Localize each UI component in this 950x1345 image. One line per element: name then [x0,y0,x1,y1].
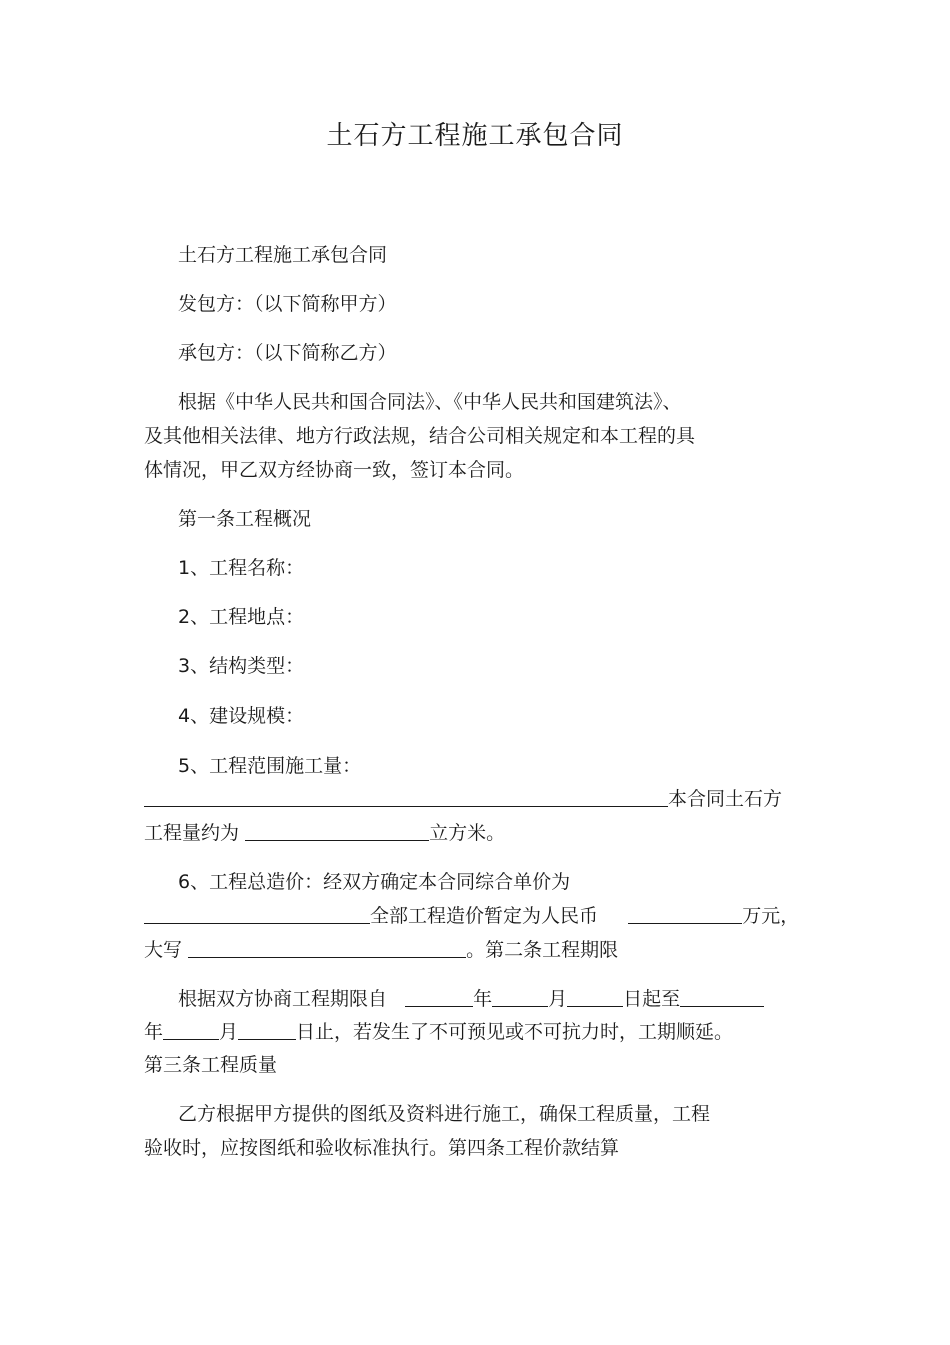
item-2: 2、工程地点： [178,606,305,628]
blank-unit-price[interactable] [144,901,370,924]
blank-amount-words[interactable] [188,935,466,958]
item-5: 5、工程范围施工量： [178,755,362,777]
item-5-cont-b: 工程量约为 立方米。 [144,818,505,848]
blank-scope[interactable] [144,784,668,807]
item-1: 1、工程名称： [178,557,305,579]
item-3: 3、结构类型： [178,655,305,677]
item-5-cont-a: 本合同土石方 [144,784,782,814]
party-a: 发包方：（以下简称甲方） [178,293,397,315]
article-3-heading: 第三条工程质量 [144,1054,278,1076]
blank-end-year[interactable] [680,984,764,1007]
blank-start-month[interactable] [492,984,548,1007]
item-6: 6、工程总造价：经双方确定本合同综合单价为 [178,871,571,893]
item-6-cont-b: 大写 。第二条工程期限 [144,935,618,965]
preamble-line-1: 根据《中华人民共和国合同法》、《中华人民共和国建筑法》、 [178,391,682,413]
article-2-line-2: 年 月 日止，若发生了不可预见或不可抗力时，工期顺延。 [144,1017,733,1047]
article-1-heading: 第一条工程概况 [178,508,312,530]
blank-amount[interactable] [628,901,742,924]
article-3-line-2: 验收时，应按图纸和验收标准执行。第四条工程价款结算 [144,1137,620,1159]
contract-name: 土石方工程施工承包合同 [178,244,388,266]
document-title: 土石方工程施工承包合同 [326,121,624,151]
item-6-cont-a: 全部工程造价暂定为人民币 万元， [144,901,799,931]
article-3-line-1: 乙方根据甲方提供的图纸及资料进行施工，确保工程质量，工程 [178,1103,711,1125]
blank-volume[interactable] [245,818,429,841]
blank-end-month[interactable] [163,1017,219,1040]
article-2-line-1: 根据双方协商工程期限自 年 月 日起至 [178,984,764,1014]
item-4: 4、建设规模： [178,705,305,727]
preamble-line-3: 体情况，甲乙双方经协商一致，签订本合同。 [144,459,525,481]
blank-start-day[interactable] [567,984,623,1007]
preamble-line-2: 及其他相关法律、地方行政法规，结合公司相关规定和本工程的具 [144,425,696,447]
blank-end-day[interactable] [238,1017,296,1040]
blank-start-year[interactable] [405,984,473,1007]
party-b: 承包方：（以下简称乙方） [178,342,397,364]
